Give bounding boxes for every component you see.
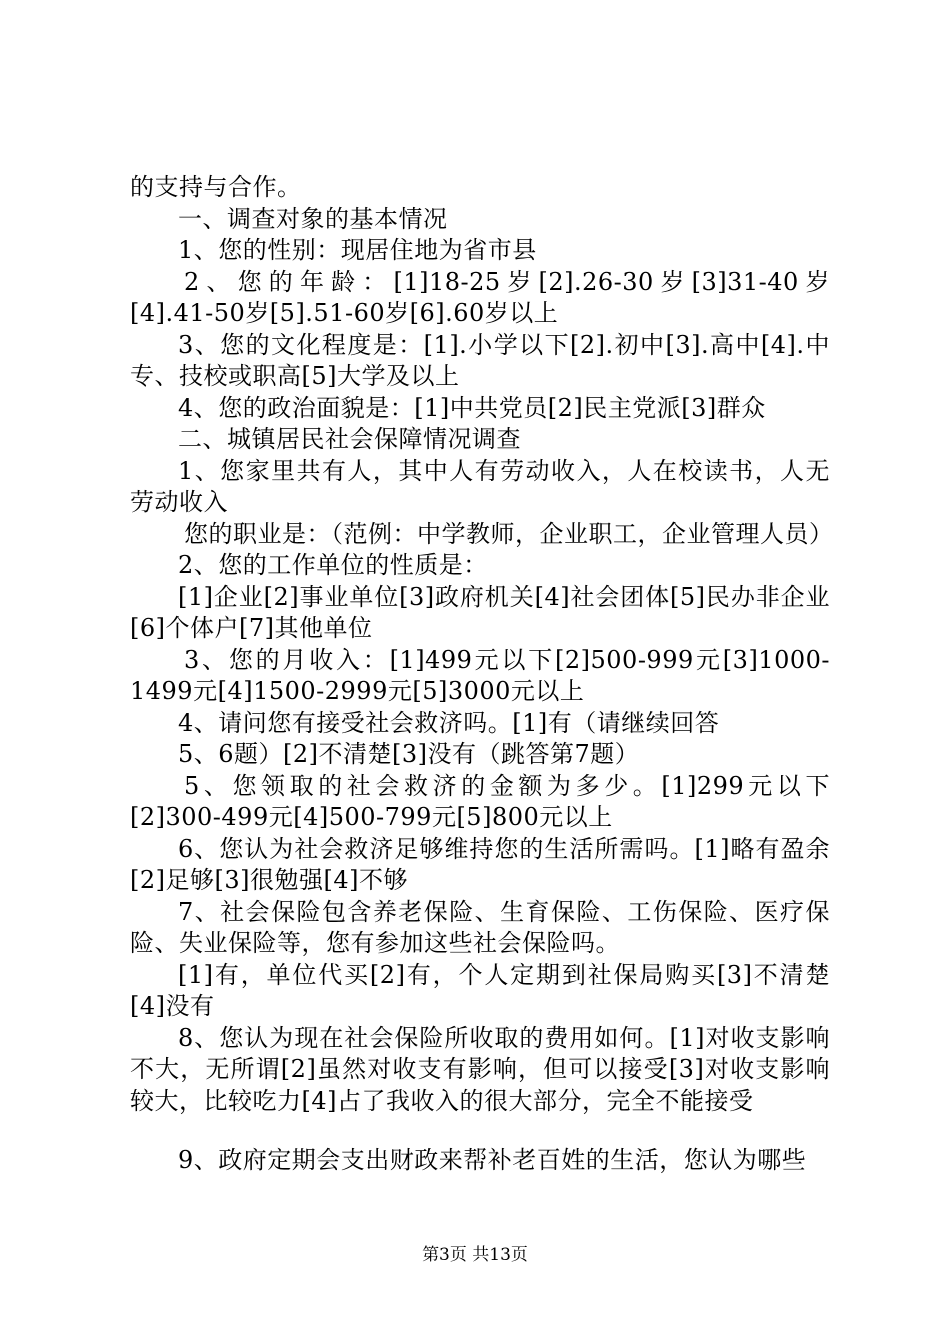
question-employer-type: 2、您的工作单位的性质是： — [178, 551, 488, 579]
question-occupation: 您的职业是：（范例：中学教师，企业职工，企业管理人员） — [184, 519, 834, 548]
section-heading-basic-info: 一、调查对象的基本情况 — [178, 204, 448, 233]
question-social-insurance: 7、社会保险包含养老保险、生育保险、工伤保险、医疗保险、失业保险等，您有参加这些社会保险吗。 — [130, 897, 830, 957]
question-government-subsidy: 9、政府定期会支出财政来帮补老百姓的生活，您认为哪些 — [178, 1146, 807, 1174]
question-social-relief: 4、请问您有接受社会救济吗。[1]有（请继续回答 — [178, 708, 720, 737]
section-heading-social-security: 二、城镇居民社会保障情况调查 — [178, 425, 521, 453]
paragraph-gap — [130, 1117, 830, 1145]
question-gender: 1、您的性别：现居住地为省市县 — [178, 236, 537, 264]
question-social-relief-continued: 5、6题）[2]不清楚[3]没有（跳答第7题） — [178, 740, 640, 768]
employer-type-options: [1]企业[2]事业单位[3]政府机关[4]社会团体[5]民办非企业[6]个体户[7]其他单位 — [130, 582, 830, 642]
social-insurance-options: [1]有，单位代买[2]有，个人定期到社保局购买[3]不清楚[4]没有 — [130, 960, 830, 1020]
question-insurance-cost: 8、您认为现在社会保险所收取的费用如何。[1]对收支影响不大，无所谓[2]虽然对收支有影响，但可以接受[3]对收支影响较大，比较吃力[4]占了我收入的很大部分，完全不能接受 — [130, 1023, 830, 1115]
question-relief-amount: 5、您领取的社会救济的金额为多少。[1]299元以下[2]300-499元[4]500-799元[5]800元以上 — [130, 771, 830, 831]
question-monthly-income: 3、您的月收入：[1]499元以下[2]500-999元[3]1000-1499元[4]1500-2999元[5]3000元以上 — [130, 645, 830, 705]
question-relief-sufficiency: 6、您认为社会救济足够维持您的生活所需吗。[1]略有盈余[2]足够[3]很勉强[4]不够 — [130, 834, 830, 894]
page-footer: 第3页 共13页 — [422, 1245, 528, 1265]
question-political-status: 4、您的政治面貌是：[1]中共党员[2]民主党派[3]群众 — [178, 393, 766, 422]
question-household: 1、您家里共有人，其中人有劳动收入，人在校读书，人无劳动收入 — [130, 456, 830, 516]
question-education: 3、您的文化程度是：[1].小学以下[2].初中[3].高中[4].中专、技校或职高[5]大学及以上 — [130, 330, 830, 390]
document-body — [130, 172, 834, 1177]
paragraph-continuation: 的支持与合作。 — [130, 173, 302, 201]
question-age: 2、您的年龄：[1]18-25岁[2].26-30岁[3]31-40岁[4].41-50岁[5].51-60岁[6].60岁以上 — [130, 267, 830, 327]
